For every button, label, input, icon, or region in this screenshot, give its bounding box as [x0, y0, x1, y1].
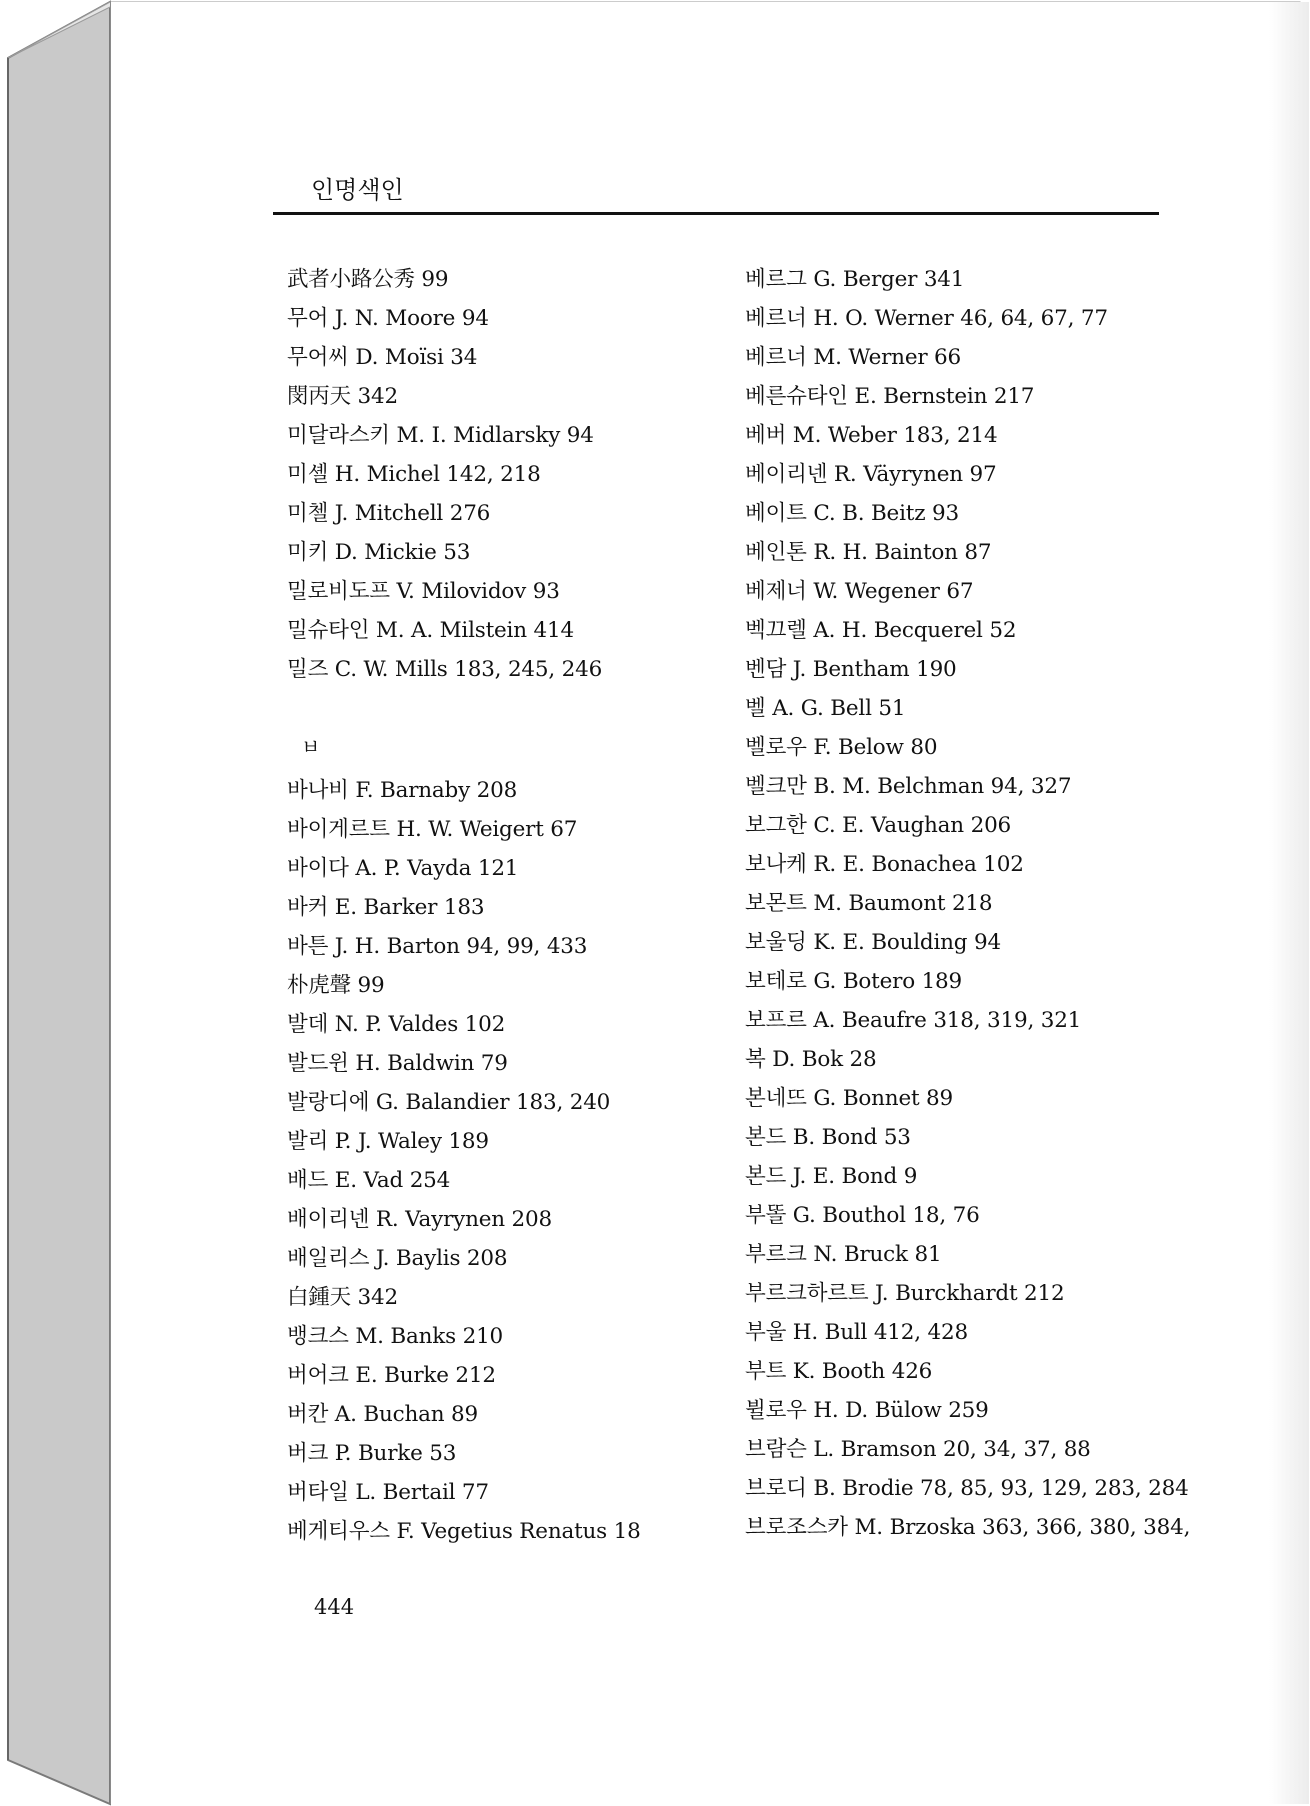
index-entry: 보몬트 M. Baumont 218 — [745, 891, 993, 916]
index-entry: 武者小路公秀 99 — [287, 267, 449, 292]
running-head: 인명색인 — [311, 176, 404, 204]
index-column-left — [287, 260, 641, 1551]
index-entry: 밀슈타인 M. A. Milstein 414 — [287, 618, 574, 643]
index-entry: 미달라스키 M. I. Midlarsky 94 — [287, 423, 594, 448]
index-entry: 부르크하르트 J. Burckhardt 212 — [745, 1281, 1065, 1306]
index-entry: 버어크 E. Burke 212 — [287, 1363, 496, 1388]
section-gap — [287, 689, 641, 723]
index-entry: 뷜로우 H. D. Bülow 259 — [745, 1398, 989, 1423]
index-entry: 白鍾天 342 — [287, 1285, 398, 1310]
index-entry: 미첼 J. Mitchell 276 — [287, 501, 491, 526]
index-entry: 바튼 J. H. Barton 94, 99, 433 — [287, 934, 588, 959]
index-entry: 閔丙天 342 — [287, 384, 398, 409]
index-entry: 버크 P. Burke 53 — [287, 1441, 457, 1466]
index-entry: 베게티우스 F. Vegetius Renatus 18 — [287, 1519, 641, 1544]
index-entry: 벨 A. G. Bell 51 — [745, 696, 906, 721]
index-entry: 보나케 R. E. Bonachea 102 — [745, 852, 1024, 877]
index-entry: 베이리넨 R. Väyrynen 97 — [745, 462, 997, 487]
index-entry: 본드 J. E. Bond 9 — [745, 1164, 918, 1189]
index-entry: 미셸 H. Michel 142, 218 — [287, 462, 541, 487]
index-entry: 무어씨 D. Moïsi 34 — [287, 345, 478, 370]
header-rule — [273, 212, 1159, 215]
index-entry: 부울 H. Bull 412, 428 — [745, 1320, 968, 1345]
index-entry: 배드 E. Vad 254 — [287, 1168, 451, 1193]
section-letter: ㅂ — [301, 735, 321, 759]
index-entry: 본네뜨 G. Bonnet 89 — [745, 1086, 954, 1111]
index-entry: 발드윈 H. Baldwin 79 — [287, 1051, 508, 1076]
index-entry: 베르너 H. O. Werner 46, 64, 67, 77 — [745, 306, 1108, 331]
index-column-right — [745, 260, 1190, 1547]
index-entry: 밀로비도프 V. Milovidov 93 — [287, 579, 560, 604]
index-entry: 미키 D. Mickie 53 — [287, 540, 471, 565]
index-entry: 베이트 C. B. Beitz 93 — [745, 501, 959, 526]
index-entry: 벨크만 B. M. Belchman 94, 327 — [745, 774, 1072, 799]
index-entry: 보울딩 K. E. Boulding 94 — [745, 930, 1001, 955]
index-entry: 부르크 N. Bruck 81 — [745, 1242, 942, 1267]
index-entry: 발랑디에 G. Balandier 183, 240 — [287, 1090, 611, 1115]
index-entry: 발리 P. J. Waley 189 — [287, 1129, 489, 1154]
index-entry: 발데 N. P. Valdes 102 — [287, 1012, 506, 1037]
index-entry: 벨로우 F. Below 80 — [745, 735, 938, 760]
index-entry: 부트 K. Booth 426 — [745, 1359, 933, 1384]
index-entry: 보그한 C. E. Vaughan 206 — [745, 813, 1012, 838]
index-entry: 베인톤 R. H. Bainton 87 — [745, 540, 992, 565]
index-entry: 바커 E. Barker 183 — [287, 895, 485, 920]
index-entry: 뱅크스 M. Banks 210 — [287, 1324, 504, 1349]
index-entry: 벤담 J. Bentham 190 — [745, 657, 957, 682]
index-entry: 본드 B. Bond 53 — [745, 1125, 911, 1150]
page-number: 444 — [314, 1595, 355, 1619]
index-entry: 브로조스카 M. Brzoska 363, 366, 380, 384, — [745, 1515, 1191, 1540]
index-entry: 복 D. Bok 28 — [745, 1047, 877, 1072]
index-entry: 밀즈 C. W. Mills 183, 245, 246 — [287, 657, 603, 682]
index-entry: 베버 M. Weber 183, 214 — [745, 423, 998, 448]
index-entry: 버타일 L. Bertail 77 — [287, 1480, 489, 1505]
index-entry: 배일리스 J. Baylis 208 — [287, 1246, 508, 1271]
index-entry: 브람슨 L. Bramson 20, 34, 37, 88 — [745, 1437, 1091, 1462]
index-entry: 바이게르트 H. W. Weigert 67 — [287, 817, 578, 842]
index-entry: 베르너 M. Werner 66 — [745, 345, 962, 370]
index-entry: 부똘 G. Bouthol 18, 76 — [745, 1203, 980, 1228]
index-entry: 무어 J. N. Moore 94 — [287, 306, 489, 331]
page-edge-shade — [1269, 2, 1309, 1804]
index-entry: 베제너 W. Wegener 67 — [745, 579, 974, 604]
index-entry: 바나비 F. Barnaby 208 — [287, 778, 518, 803]
index-entry: 버칸 A. Buchan 89 — [287, 1402, 478, 1427]
index-entry: 보프르 A. Beaufre 318, 319, 321 — [745, 1008, 1082, 1033]
index-entry: 바이다 A. P. Vayda 121 — [287, 856, 519, 881]
index-entry: 보테로 G. Botero 189 — [745, 969, 963, 994]
index-entry: 벡끄렐 A. H. Becquerel 52 — [745, 618, 1017, 643]
index-entry: 배이리넨 R. Vayrynen 208 — [287, 1207, 552, 1232]
index-entry: 베르그 G. Berger 341 — [745, 267, 965, 292]
index-entry: 브로디 B. Brodie 78, 85, 93, 129, 283, 284 — [745, 1476, 1189, 1501]
index-entry: 朴虎聲 99 — [287, 973, 385, 998]
index-entry: 베른슈타인 E. Bernstein 217 — [745, 384, 1035, 409]
index-page — [110, 2, 1309, 1804]
